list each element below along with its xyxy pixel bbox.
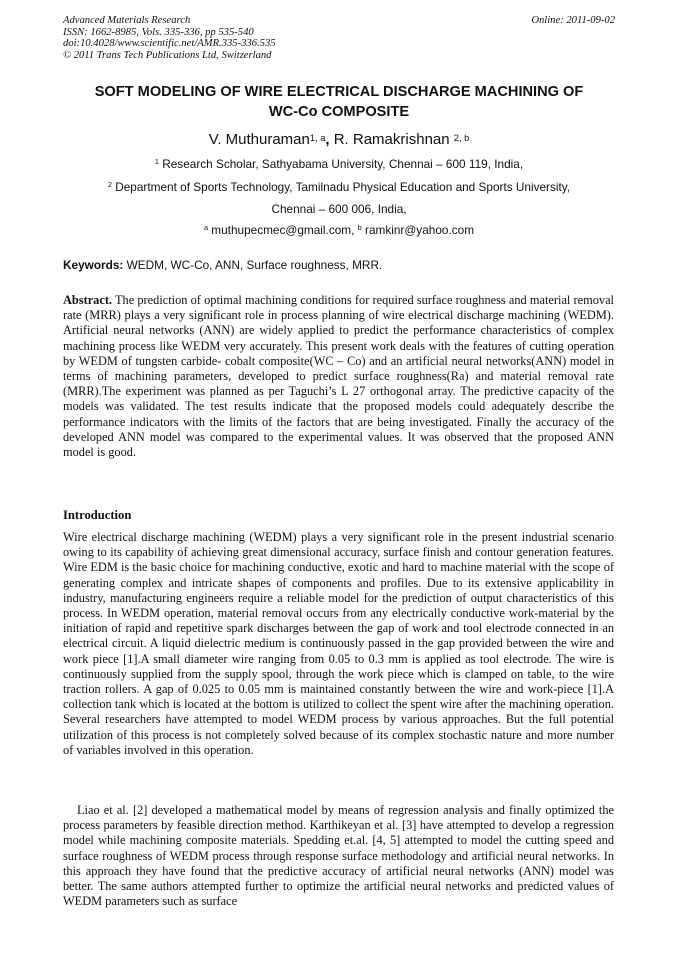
keywords-label: Keywords: — [63, 258, 124, 272]
author-line — [0, 131, 678, 149]
affiliation-2 — [0, 180, 678, 194]
author-separator: , — [325, 131, 334, 148]
affiliation-1 — [0, 157, 678, 171]
section-heading-introduction: Introduction — [63, 508, 132, 522]
author-1: V. Muthuraman — [208, 131, 310, 148]
abstract-paragraph — [63, 293, 614, 460]
intro-paragraph-1: Wire electrical discharge machining (WEDM) plays a very significant role in the present industrial scenario owing to its capability of achieving great dimensional accuracy, surface finish and contour generation features. Wire EDM is the basic choice for machining conductive, exotic and hard to machine material with the scope of generating complex and intricate shapes of components and profiles. Due to its extensive applicability in industry, manufacturing engineers require a reliable model for the prediction of output characteristics of this process. In WEDM operation, material removal occurs from any electrically conductive work-material by the initiation of rapid and repetitive spark discharges between the gap of work and tool electrode connected in an electrical circuit. A liquid dielectric medium is continuously passed in the gap provided between the wire and work piece [1].A small diameter wire ranging from 0.05 to 0.3 mm is applied as tool electrode. The wire is continuously supplied from the supply spool, through the work piece which is clamped on table, to the wire traction rollers. A gap of 0.025 to 0.05 mm is maintained constantly between the wire and work-piece [1].A collection tank which is located at the bottom is utilized to collect the spent wire after the machining operation. Several researchers have attempted to model WEDM process by various approaches. But the full potential utilization of this process is not completely solved because of its complex stochastic nature and more number of variables involved in this operation. — [63, 530, 614, 757]
aff1-text: Research Scholar, Sathyabama University, Chennai – 600 119, India, — [158, 157, 524, 171]
email-b-sup: b — [357, 223, 362, 233]
issn-line: ISSN: 1662-8985, Vols. 335-336, pp 535-540 — [63, 26, 254, 38]
affiliation-2-line-2: Chennai – 600 006, India, — [271, 202, 407, 216]
author-1-sup: 1, a — [309, 132, 326, 143]
title-line-2: WC-Co COMPOSITE — [268, 104, 410, 120]
author-2: R. Ramakrishnan — [333, 131, 450, 148]
paper-title — [40, 82, 638, 122]
doi-line: doi:10.4028/www.scientific.net/AMR.335-336.535 — [63, 38, 276, 50]
aff2-text: Department of Sports Technology, Tamilnadu Physical Education and Sports University, — [111, 180, 571, 194]
keywords-text: WEDM, WC-Co, ANN, Surface roughness, MRR. — [123, 258, 383, 272]
page-header — [63, 15, 615, 61]
intro-paragraph-2: Liao et al. [2] developed a mathematical model by means of regression analysis and finally optimized the process parameters by feasible direction method. Karthikeyan et al. [3] have attempted to develop a regression model while machining composite materials. Spedding et.al. [4, 5] attempted to model the cutting speed and surface roughness of WEDM process through response surface methodology and artificial neural networks. In this approach they have found that the predictive accuracy of artificial neural networks (ANN) model was better. The same authors attempted further to optimize the artificial neural networks and predicted values of WEDM parameters such as surface — [63, 803, 614, 909]
email-a: muthupecmec@gmail.com, — [208, 223, 358, 237]
author-2-sup: 2, b — [453, 132, 470, 143]
keywords-line — [63, 258, 615, 272]
email-line — [0, 223, 678, 237]
aff2-sup: 2 — [107, 180, 112, 190]
aff1-sup: 1 — [154, 157, 159, 167]
email-a-sup: a — [203, 223, 209, 233]
journal-name: Advanced Materials Research — [63, 15, 191, 26]
title-line-1: SOFT MODELING OF WIRE ELECTRICAL DISCHARGE MACHINING OF — [94, 84, 584, 100]
email-b: ramkinr@yahoo.com — [361, 223, 475, 237]
copyright-line: © 2011 Trans Tech Publications Ltd, Switzerland — [63, 49, 272, 61]
abstract-text: The prediction of optimal machining conditions for required surface roughness and material removal rate (MRR) plays a very significant role in process planning of wire electrical discharge machining (WEDM). Artificial neural networks (ANN) are widely applied to predict the performance characteristics of complex machining process like WEDM very accurately. This present work deals with the features of cutting operation by WEDM of tungsten carbide- cobalt composite(WC – Co) and an artificial neural networks(ANN) model in terms of machining parameters, developed to predict surface roughness(Ra) and material removal rate (MRR).The experiment was planned as per Taguchi’s L 27 orthogonal array. The predictive capacity of the models was validated. The test results indicate that the proposed models could adequately describe the performance indicators with the limits of the factors that are being investigated. Finally the accuracy of the developed ANN model was compared to the experimental values. It was observed that the proposed ANN model is good. — [63, 293, 614, 460]
abstract-label: Abstract. — [63, 293, 113, 307]
online-date: Online: 2011-09-02 — [531, 15, 615, 26]
